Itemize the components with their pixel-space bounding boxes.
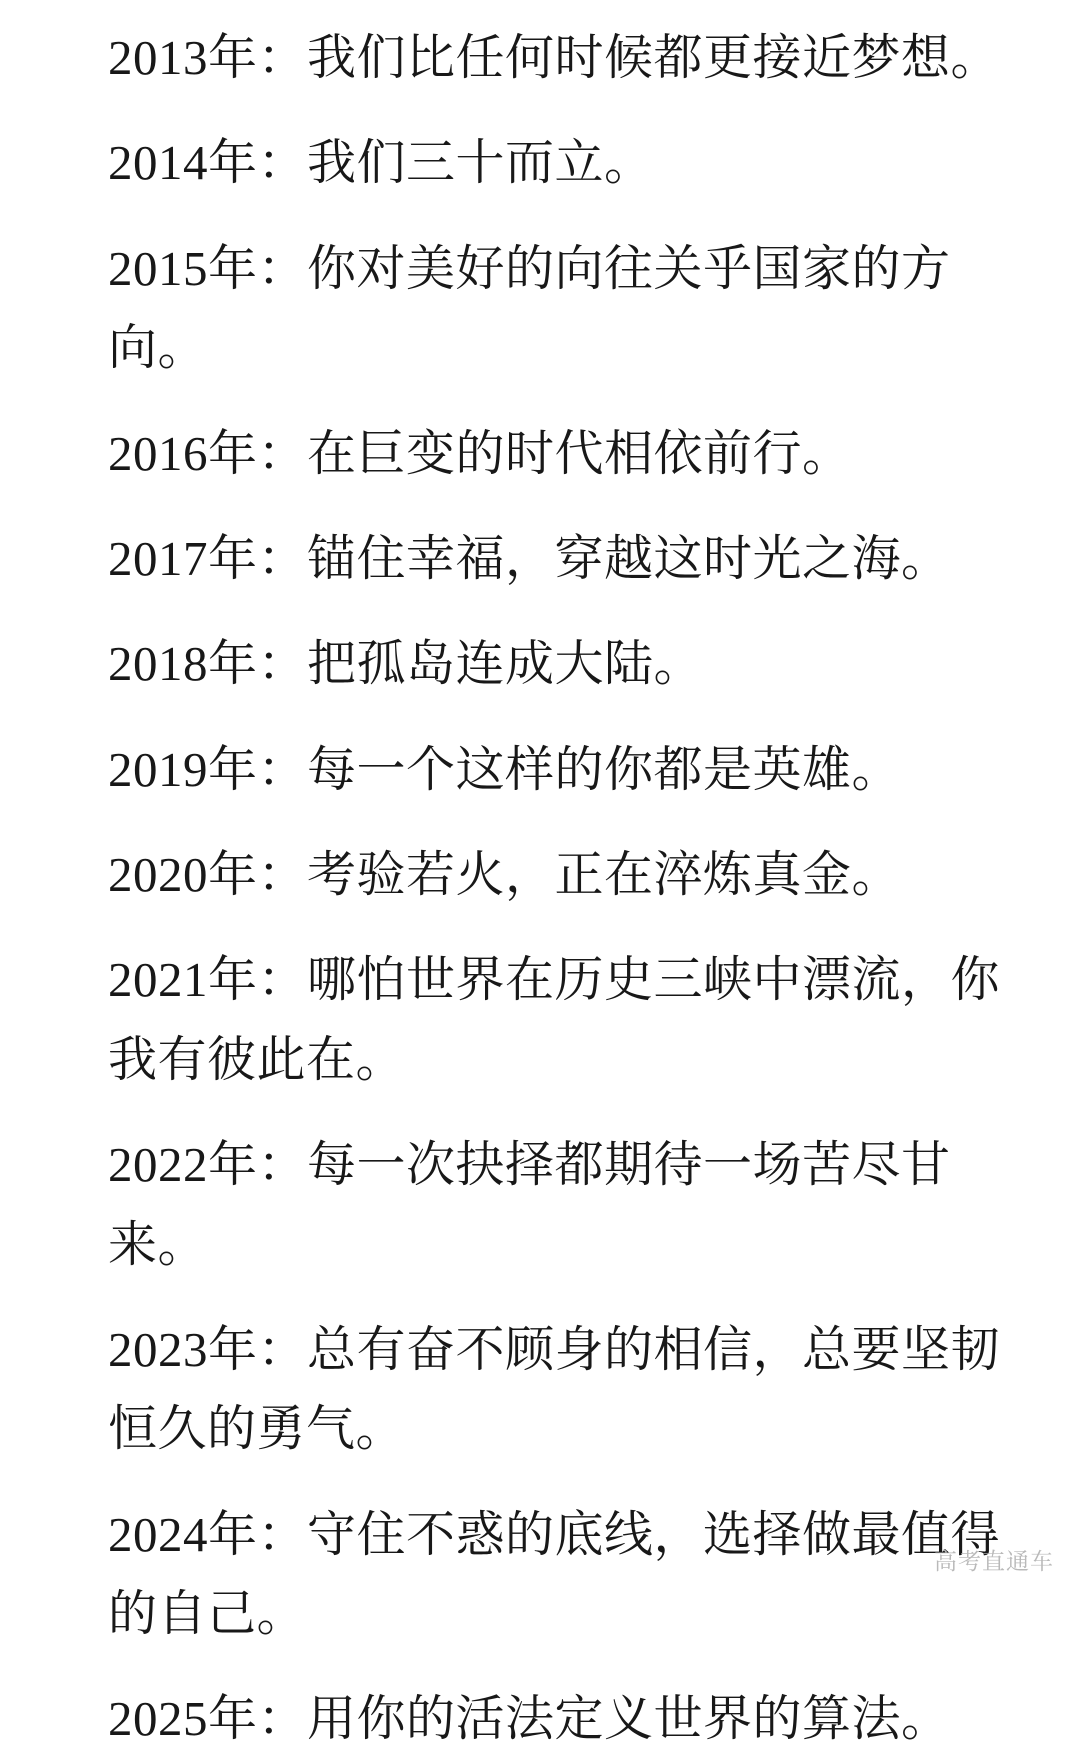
list-item — [108, 229, 1040, 388]
entry-year: 2018年： — [108, 636, 308, 692]
list-item — [108, 1679, 1040, 1758]
entry-year: 2019年： — [108, 741, 308, 797]
entry-text: 我们三十而立。 — [307, 135, 654, 191]
entry-text: 每一个这样的你都是英雄。 — [307, 741, 902, 797]
list-item — [108, 1125, 1040, 1284]
entry-year: 2022年： — [108, 1137, 308, 1193]
list-item — [108, 1495, 1040, 1654]
entry-year: 2024年： — [108, 1506, 308, 1562]
watermark: 高考直通车 — [934, 1548, 1054, 1574]
entry-text: 你对美好的向往关乎国家的方向。 — [108, 240, 951, 376]
entry-text: 锚住幸福，穿越这时光之海。 — [307, 530, 951, 586]
list-item — [108, 940, 1040, 1099]
list-item — [108, 730, 1040, 809]
entry-year: 2020年： — [108, 847, 308, 902]
entry-year: 2023年： — [108, 1321, 308, 1377]
entry-text: 哪怕世界在历史三峡中漂流，你我有彼此在。 — [108, 952, 1001, 1087]
entry-year: 2015年： — [108, 240, 308, 296]
entry-year: 2017年： — [108, 530, 308, 586]
entry-year: 2025年： — [108, 1691, 308, 1747]
entry-text: 每一次抉择都期待一场苦尽甘来。 — [108, 1137, 951, 1272]
entry-year: 2016年： — [108, 425, 308, 481]
entry-year: 2013年： — [108, 30, 308, 85]
entry-text: 我们比任何时候都更接近梦想。 — [307, 30, 1001, 85]
entry-text: 考验若火，正在淬炼真金。 — [307, 847, 902, 902]
entry-text: 把孤岛连成大陆。 — [307, 636, 704, 692]
list-item — [108, 18, 1040, 97]
entry-text: 总有奋不顾身的相信，总要坚韧恒久的勇气。 — [108, 1321, 1001, 1457]
entry-year: 2021年： — [108, 952, 308, 1008]
entry-text: 在巨变的时代相依前行。 — [307, 425, 852, 481]
list-item — [108, 624, 1040, 703]
list-item — [108, 835, 1040, 914]
entry-text: 守住不惑的底线，选择做最值得的自己。 — [108, 1506, 1001, 1641]
list-item — [108, 519, 1040, 598]
list-item — [108, 1310, 1040, 1469]
entry-text: 用你的活法定义世界的算法。 — [307, 1691, 951, 1747]
list-item — [108, 123, 1040, 202]
list-item — [108, 414, 1040, 493]
entry-year: 2014年： — [108, 135, 308, 191]
